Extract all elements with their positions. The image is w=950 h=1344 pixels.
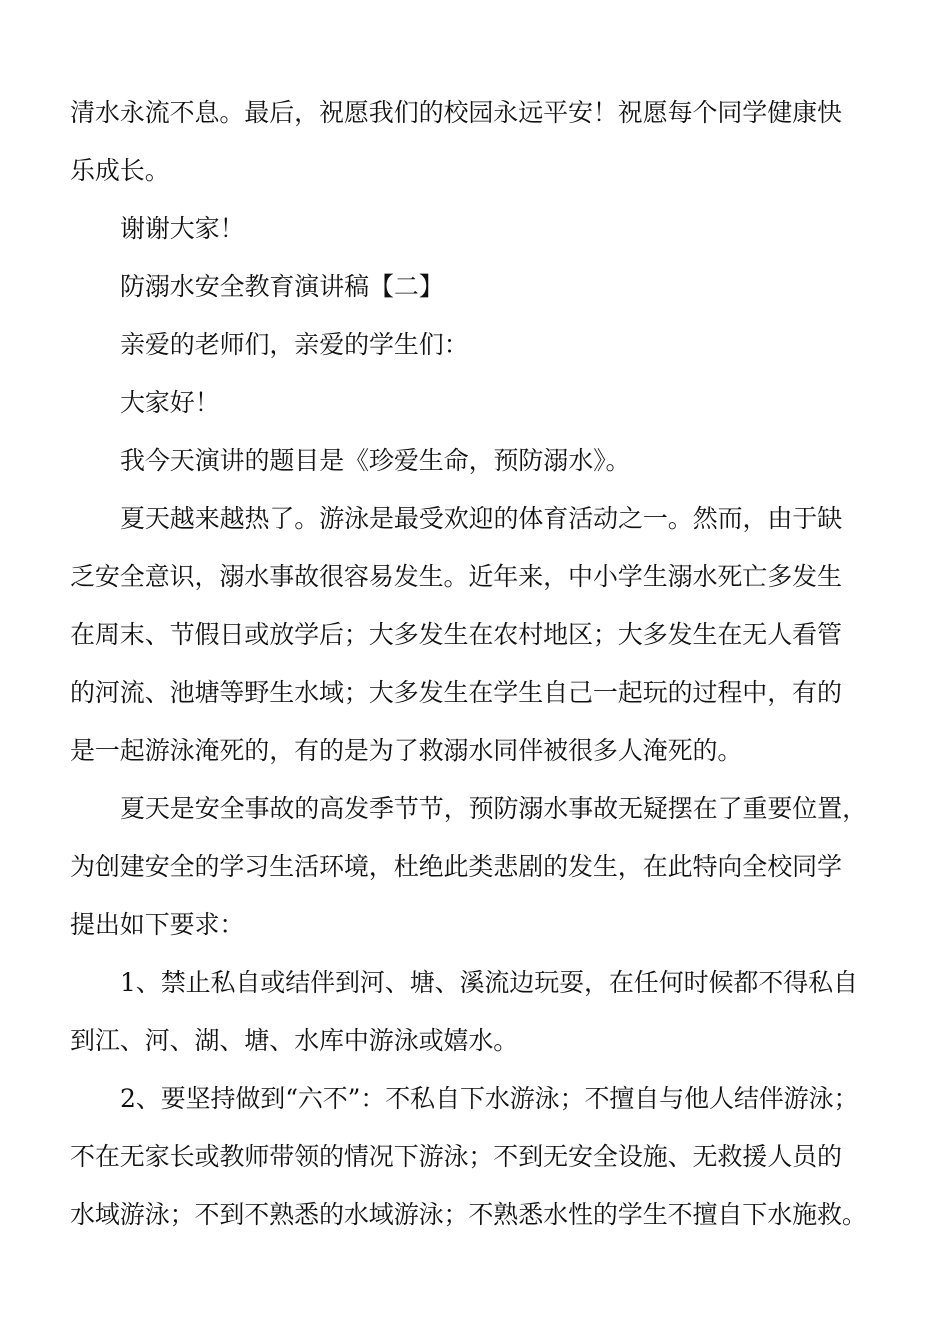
text-line: 不在无家长或教师带领的情况下游泳；不到无安全设施、无救援人员的	[70, 1142, 842, 1171]
list-item-2: 2、要坚持做到“六不”：不私自下水游泳；不擅自与他人结伴游泳；	[120, 1084, 859, 1113]
text-line: 是一起游泳淹死的，有的是为了救溺水同伴被很多人淹死的。	[70, 736, 743, 765]
section-heading: 防溺水安全教育演讲稿【二】	[120, 272, 444, 301]
greeting: 大家好！	[120, 388, 220, 417]
salutation: 亲爱的老师们，亲爱的学生们：	[120, 330, 469, 359]
text-line: 清水永流不息。最后，祝愿我们的校园永远平安！祝愿每个同学健康快	[70, 98, 842, 127]
text-line: 我今天演讲的题目是《珍爱生命，预防溺水》。	[120, 446, 631, 475]
text-line: 乐成长。	[70, 156, 170, 185]
text-line: 谢谢大家！	[120, 214, 245, 243]
text-line: 到江、河、湖、塘、水库中游泳或嬉水。	[70, 1026, 519, 1055]
text-line: 的河流、池塘等野生水域；大多发生在学生自己一起玩的过程中，有的	[70, 678, 842, 707]
text-line: 为创建安全的学习生活环境，杜绝此类悲剧的发生，在此特向全校同学	[70, 852, 842, 881]
text-line: 在周末、节假日或放学后；大多发生在农村地区；大多发生在无人看管	[70, 620, 842, 649]
text-line: 夏天是安全事故的高发季节节，预防溺水事故无疑摆在了重要位置，	[120, 794, 868, 823]
text-line: 夏天越来越热了。游泳是最受欢迎的体育活动之一。然而，由于缺	[120, 504, 843, 533]
text-line: 提出如下要求：	[70, 910, 245, 939]
text-line: 乏安全意识，溺水事故很容易发生。近年来，中小学生溺水死亡多发生	[70, 562, 842, 591]
list-item-1: 1、禁止私自或结伴到河、塘、溪流边玩耍，在任何时候都不得私自	[120, 968, 858, 997]
text-line: 水域游泳；不到不熟悉的水域游泳；不熟悉水性的学生不擅自下水施救。	[70, 1200, 867, 1229]
